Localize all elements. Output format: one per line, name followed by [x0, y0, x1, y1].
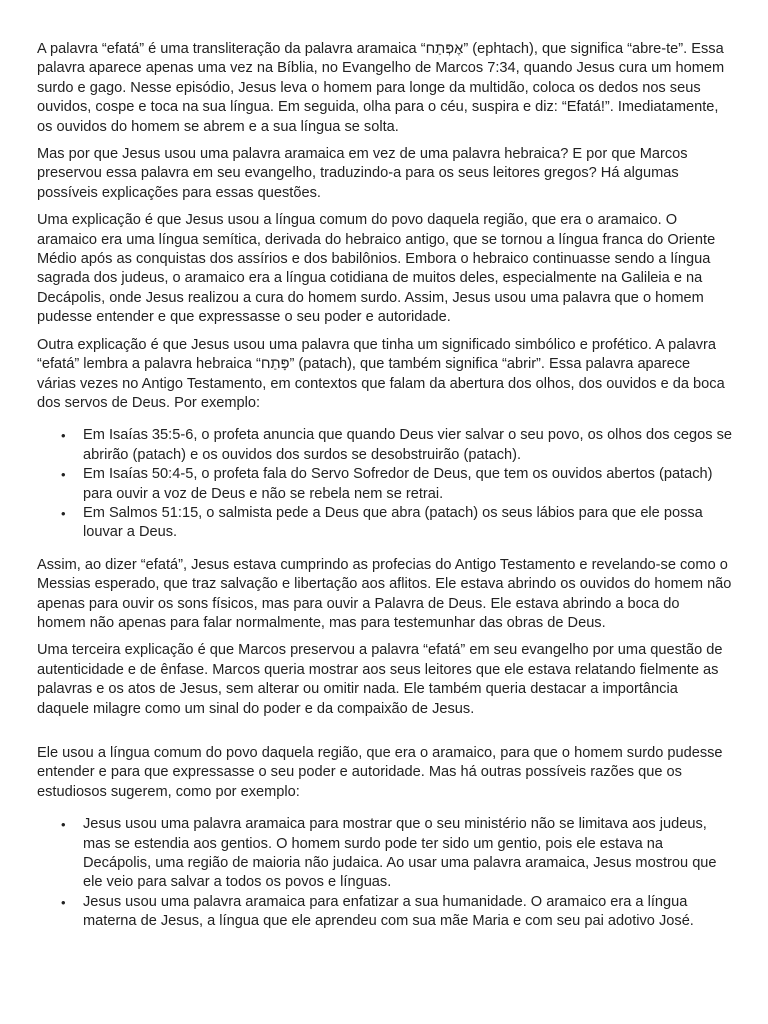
- list-item-text: Em Isaías 50:4-5, o profeta fala do Servo Sofredor de Deus, que tem os ouvidos abertos (patach) para ouvir a voz de Deus e não se rebela nem se retrai.: [83, 466, 713, 502]
- bullet-list-2: [37, 815, 732, 931]
- list-item: [61, 426, 733, 465]
- bullet-icon: •: [61, 817, 66, 833]
- list-item: [61, 465, 732, 504]
- paragraph-2: Mas por que Jesus usou uma palavra aramaica em vez de uma palavra hebraica? E por que Marcos preservou essa palavra em seu evangelho, traduzindo-a para os seus leitores gregos? Há algumas possíveis explicações para essas questões.: [37, 146, 688, 201]
- list-item-text: Jesus usou uma palavra aramaica para enfatizar a sua humanidade. O aramaico era a língua materna de Jesus, a língua que ele aprendeu com sua mãe Maria e com seu pai adotivo José.: [83, 893, 694, 930]
- section-spacer: [37, 727, 732, 744]
- paragraph-6: Uma terceira explicação é que Marcos preservou a palavra “efatá” em seu evangelho por uma questão de autenticidade e de ênfase. Marcos queria mostrar aos seus leitores que ele estava relatando fielmente as palavras e os atos de Jesus, sem alterar ou omitir nada. Ele também queria destacar a importância daquele milagre como um sinal do poder e da compaixão de Jesus.: [37, 642, 723, 717]
- bullet-icon: •: [61, 505, 66, 521]
- bullet-list-1: [37, 426, 732, 542]
- paragraph-5: Assim, ao dizer “efatá”, Jesus estava cumprindo as profecias do Antigo Testamento e revelando-se como o Messias esperado, que traz salvação e libertação aos aflitos. Ele estava abrindo os ouvidos do homem não apenas para ouvir os sons físicos, mas para ouvir a Palavra de Deus. Ele estava abrindo a boca do homem não apenas para falar normalmente, mas para testemunhar das obras de Deus.: [37, 556, 732, 631]
- paragraph-1: A palavra “efatá” é uma transliteração da palavra aramaica “אֶפְּתַח” (ephtach), que significa “abre-te”. Essa palavra aparece apenas uma vez na Bíblia, no Evangelho de Marcos 7:34, quando Jesus cura um homem surdo e gago. Nesse episódio, Jesus leva o homem para longe da multidão, coloca os dedos nos seus ouvidos, cospe e toca na sua língua. Em seguida, olha para o céu, suspira e diz: “Efatá!”. Imediatamente, os ouvidos do homem se abrem e a sua língua se solta.: [37, 41, 725, 135]
- list-item-text: Em Salmos 51:15, o salmista pede a Deus que abra (patach) os seus lábios para que ele possa louvar a Deus.: [83, 504, 703, 541]
- list-item-text: Jesus usou uma palavra aramaica para mostrar que o seu ministério não se limitava aos judeus, mas se estendia aos gentios. O homem surdo pode ter sido um gentio, pois ele estava na Decápolis, uma região de maioria não judaica. Ao usar uma palavra aramaica, Jesus mostrou que ele veio para salvar a todos os povos e línguas.: [83, 816, 717, 891]
- paragraph-4: Outra explicação é que Jesus usou uma palavra que tinha um significado simbólico e profético. A palavra “efatá” lembra a palavra hebraica “פָּתַח” (patach), que também significa “abrir”. Essa palavra aparece várias vezes no Antigo Testamento, em contextos que falam da abertura dos olhos, dos ouvidos e da boca dos servos de Deus. Por exemplo:: [37, 336, 725, 411]
- bullet-icon: •: [61, 894, 66, 910]
- bullet-icon: •: [61, 428, 66, 444]
- bullet-icon: •: [61, 467, 66, 483]
- list-item-text: Em Isaías 35:5-6, o profeta anuncia que quando Deus vier salvar o seu povo, os olhos dos cegos se abrirão (patach) e os ouvidos dos surdos se desobstruirão (patach).: [83, 427, 733, 463]
- list-item: [61, 815, 732, 893]
- list-item: [61, 893, 732, 932]
- paragraph-3: Uma explicação é que Jesus usou a língua comum do povo daquela região, que era o aramaico. O aramaico era uma língua semítica, derivada do hebraico antigo, que se tornou a língua franca do Oriente Médio após as conquistas dos assírios e dos babilônios. Embora o hebraico continuasse sendo a língua sagrada dos judeus, o aramaico era a língua cotidiana de muitos deles, especialmente na Galileia e na Decápolis, onde Jesus realizou a cura do homem surdo. Assim, Jesus usou uma palavra que o homem pudesse entender e que expressasse o seu poder e autoridade.: [37, 212, 716, 326]
- list-item: [61, 504, 732, 543]
- paragraph-7: Ele usou a língua comum do povo daquela região, que era o aramaico, para que o homem surdo pudesse entender e para que expressasse o seu poder e autoridade. Mas há outras possíveis razões que os estudiosos sugerem, como por exemplo:: [37, 745, 723, 800]
